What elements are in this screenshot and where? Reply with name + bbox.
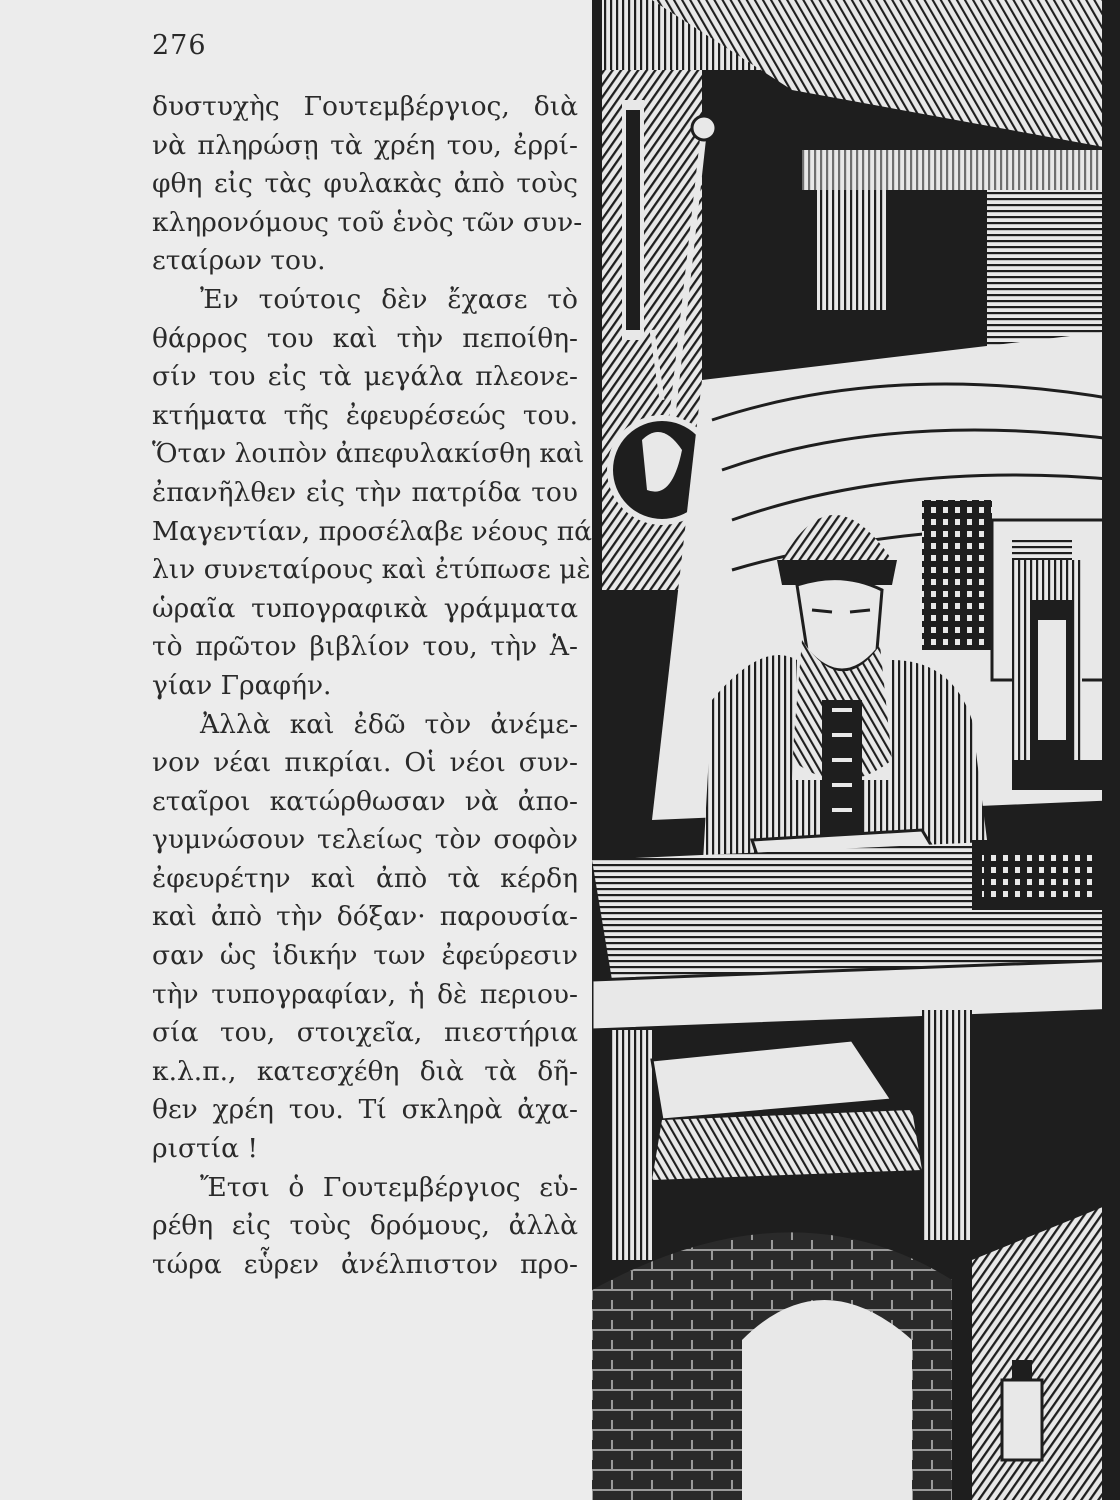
text-line: γυμνώσουν τελείως τὸν σοφὸν [152, 824, 578, 856]
text-line: ρέθη εἰς τοὺς δρόμους, ἀλλὰ [152, 1210, 578, 1242]
text-line: Μαγεντίαν, προσέλαβε νέους πά [152, 515, 593, 547]
text-line: καὶ ἀπὸ τὴν δόξαν· παρουσία- [152, 901, 578, 933]
text-line: θεν χρέη του. Τί σκληρὰ ἀχα- [152, 1094, 578, 1126]
text-line: τὴν τυπογραφίαν, ἡ δὲ περιου- [152, 978, 578, 1010]
text-line: τώρα εὗρεν ἀνέλπιστον προ- [152, 1248, 578, 1280]
text-line: φθη εἰς τὰς φυλακὰς ἀπὸ τοὺς [152, 168, 578, 200]
page-number: 276 [152, 30, 207, 61]
text-line: κληρονόμους τοῦ ἑνὸς τῶν συν- [152, 206, 583, 238]
text-line: Ἔτσι ὁ Γουτεμβέργιος εὑ- [200, 1171, 578, 1203]
text-line: νὰ πληρώσῃ τὰ χρέη του, ἐρρί- [152, 129, 578, 161]
text-line: ἐφευρέτην καὶ ἀπὸ τὰ κέρδη [152, 862, 578, 894]
text-line: σία του, στοιχεῖα, πιεστήρια [152, 1017, 578, 1049]
text-line: εταῖροι κατώρθωσαν νὰ ἀπο- [152, 785, 578, 817]
text-line: θάρρος του καὶ τὴν πεποίθη- [152, 322, 578, 354]
text-line: δυστυχὴς Γουτεμβέργιος, διὰ [152, 91, 578, 122]
text-line: σίν του εἰς τὰ μεγάλα πλεονε- [152, 361, 578, 393]
text-line: κ.λ.π., κατεσχέθη διὰ τὰ δῆ- [152, 1055, 578, 1087]
text-line: τὸ πρῶτον βιβλίον του, τὴν Ἁ- [152, 631, 578, 663]
text-line: λιν συνεταίρους καὶ ἐτύπωσε μὲ [152, 554, 591, 586]
text-line: νον νέαι πικρίαι. Οἱ νέοι συν- [152, 747, 578, 779]
text-line: ριστία ! [152, 1133, 259, 1165]
text-line: Ἀλλὰ καὶ ἐδῶ τὸν ἀνέμε- [200, 708, 578, 740]
text-line: γίαν Γραφήν. [152, 669, 332, 701]
text-line: ἐπανῆλθεν εἰς τὴν πατρίδα του [152, 476, 578, 508]
text-line: Ὅταν λοιπὸν ἀπεφυλακίσθη καὶ [152, 438, 585, 470]
text-line: ὡραῖα τυπογραφικὰ γράμματα [152, 592, 578, 624]
text-line: σαν ὡς ἰδικήν των ἐφεύρεσιν [152, 940, 578, 972]
text-line: κτήματα τῆς ἐφευρέσεώς του. [152, 399, 578, 431]
text-line: εταίρων του. [152, 245, 326, 277]
text-line: Ἐν τούτοις δὲν ἔχασε τὸ [200, 283, 578, 315]
woodcut-illustration [592, 0, 1120, 1500]
body-text [152, 88, 593, 1284]
